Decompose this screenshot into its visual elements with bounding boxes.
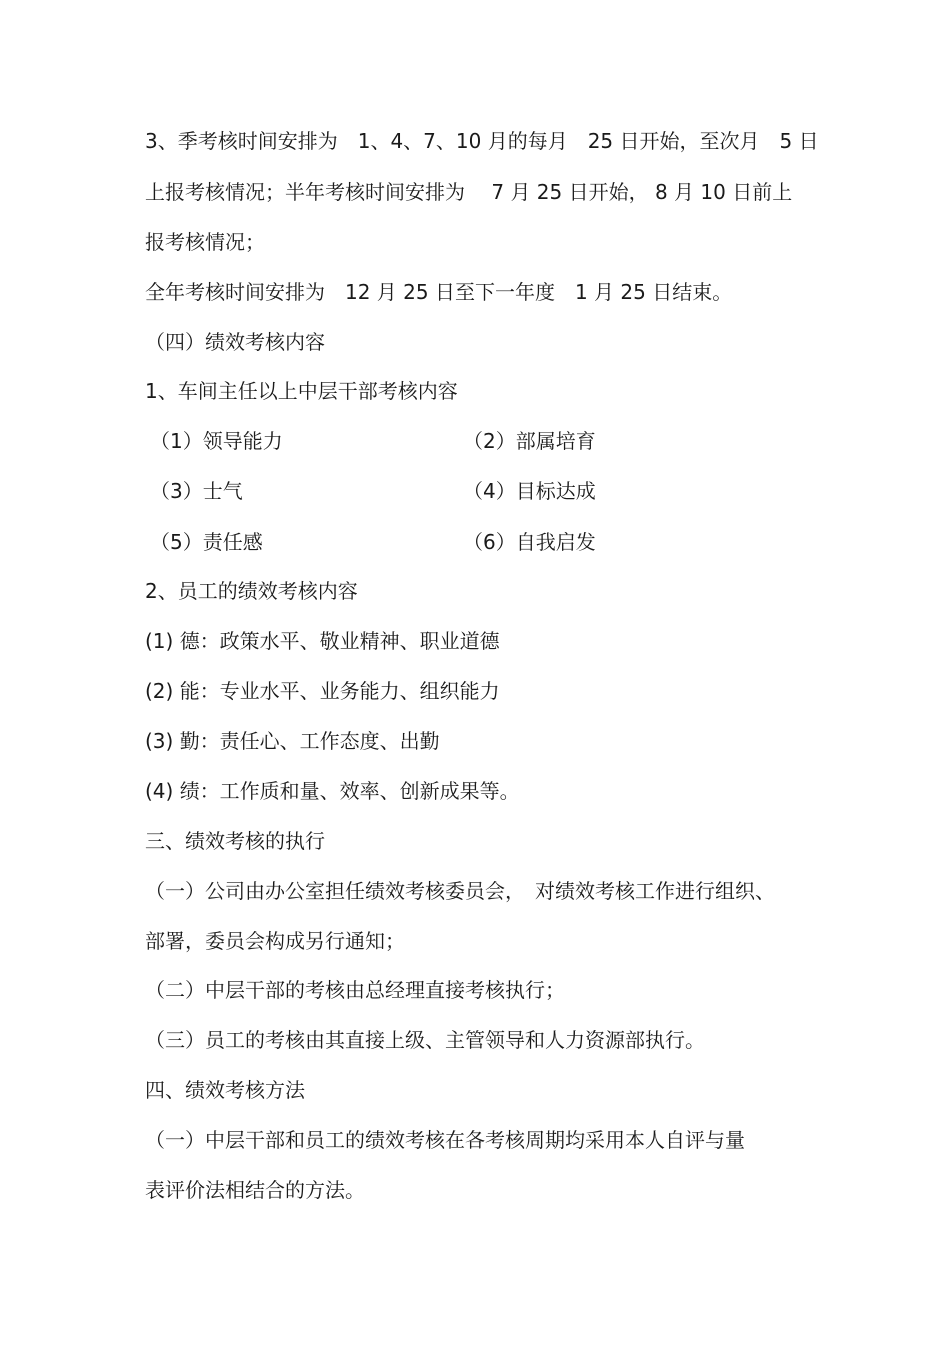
list-item: (2) 能：专业水平、业务能力、组织能力 [145,679,500,703]
text-line: 部署，委员会构成另行通知； [145,929,405,953]
text-line: （一）中层干部和员工的绩效考核在各考核周期均采用本人自评与量 [145,1128,745,1152]
cadre-item: （3）士气 [150,479,243,503]
section-heading: 四、绩效考核方法 [145,1078,305,1102]
subsection-heading: 2、员工的绩效考核内容 [145,579,358,603]
text-line: 表评价法相结合的方法。 [145,1178,365,1202]
cadre-item: （1）领导能力 [150,429,283,453]
text-line: 上报考核情况；半年考核时间安排为 7 月 25 日开始， 8 月 10 日前上 [145,180,793,204]
cadre-item: （6）自我启发 [463,530,596,554]
text-line: 3、季考核时间安排为 1、4、7、10 月的每月 25 日开始，至次月 5 日 [145,129,819,153]
list-item: (4) 绩：工作质和量、效率、创新成果等。 [145,779,520,803]
section-heading: （四）绩效考核内容 [145,330,325,354]
cadre-item: （5）责任感 [150,530,263,554]
text-line: （二）中层干部的考核由总经理直接考核执行； [145,978,565,1002]
section-heading: 三、绩效考核的执行 [145,829,325,853]
list-item: (3) 勤：责任心、工作态度、出勤 [145,729,440,753]
text-line: （三）员工的考核由其直接上级、主管领导和人力资源部执行。 [145,1028,705,1052]
subsection-heading: 1、车间主任以上中层干部考核内容 [145,379,458,403]
cadre-item: （2）部属培育 [463,429,596,453]
list-item: (1) 德：政策水平、敬业精神、职业道德 [145,629,500,653]
text-line: 全年考核时间安排为 12 月 25 日至下一年度 1 月 25 日结束。 [145,280,733,304]
cadre-item: （4）目标达成 [463,479,596,503]
text-line: 报考核情况； [145,230,265,254]
text-line: （一）公司由办公室担任绩效考核委员会， 对绩效考核工作进行组织、 [145,879,775,903]
